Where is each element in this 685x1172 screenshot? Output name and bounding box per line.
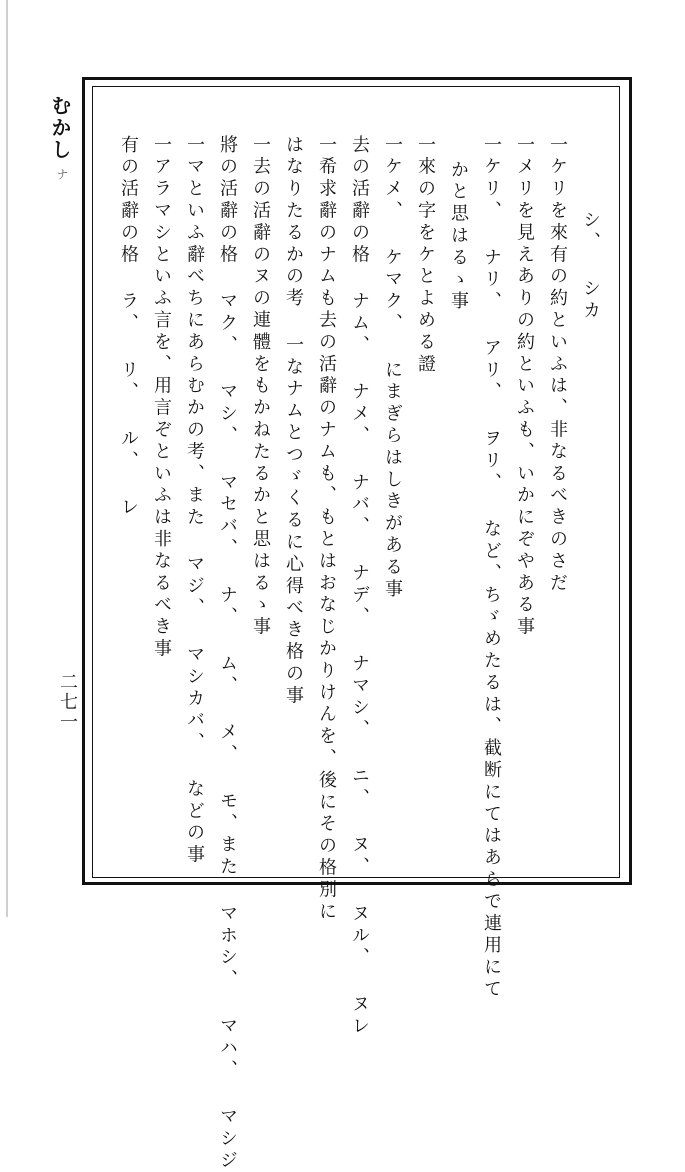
text-column-4: 一ケリ、 ナリ、 アリ、 ヲリ、 など、ちゞめたるは、截断にてはあらで連用にて — [481, 135, 502, 1002]
page-edge-line — [6, 0, 8, 917]
running-header: むかし — [48, 95, 72, 161]
text-column-7: 一ケメ、 ケマク、 にまぎらはしきがある事 — [382, 135, 403, 601]
text-column-5: かと思はるゝ事 — [448, 160, 469, 314]
text-column-3: 一メリを見えありの約といふも、いかにぞやある事 — [514, 135, 535, 639]
text-column-1: シ、 シカ — [580, 210, 601, 323]
header-annotation: ナ — [55, 168, 69, 180]
text-column-11: 一去の活辭のヌの連體をもかねたるかと思はるゝ事 — [250, 135, 271, 639]
page-number: 二七一 — [57, 672, 78, 732]
text-column-8: 去の活辭の格 ナム、 ナメ、 ナバ、 ナデ、 ナマシ、 ニ、 ヌ、 ヌル、 ヌレ — [349, 135, 370, 1038]
text-column-14: 一アラマシといふ言を、用言ぞといふは非なるべき事 — [151, 135, 172, 661]
text-column-9: 一希求辭のナムも去の活辭のナムも、もとはおなじかりけんを、後にその格別に — [316, 135, 337, 924]
text-column-2: 一ケリを來有の約といふは、非なるべきのさだ — [547, 135, 568, 595]
text-column-13: 一マといふ辭べちにあらむかの考、また マジ、 マシカバ、 などの事 — [184, 135, 205, 867]
text-column-6: 一來の字をケとよめる證 — [415, 135, 436, 376]
text-column-12: 將の活辭の格 マク、 マシ、 マセバ、 ナ、 ム、 メ、 モ、また マホシ、 マハ、 マシジ — [217, 135, 238, 1172]
text-column-15: 有の活辭の格 ラ、 リ、 ル、 レ — [118, 135, 139, 520]
text-column-10: はなりたるかの考 一なナムとつゞくるに心得べき格の事 — [283, 135, 304, 708]
